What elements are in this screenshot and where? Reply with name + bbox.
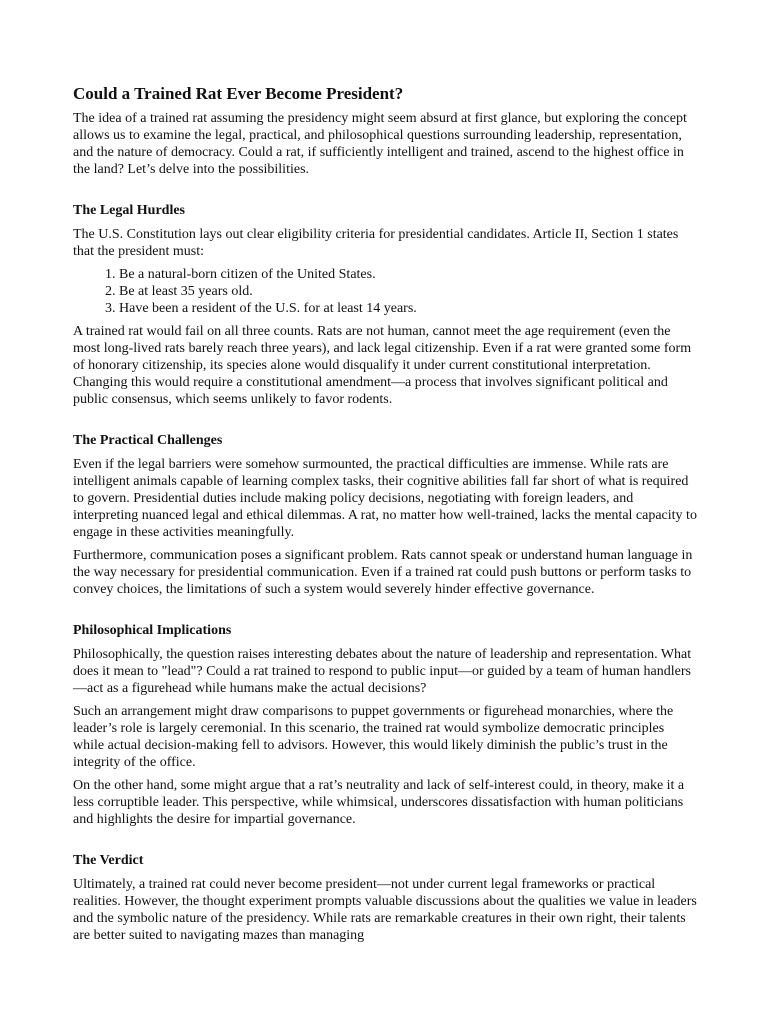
list-item: 2. Be at least 35 years old.	[119, 283, 697, 300]
intro-paragraph: The idea of a trained rat assuming the presidency might seem absurd at first glance, but exploring the concept allows us to examine the legal, practical, and philosophical questions surrounding leadership, representation, and the nature of democracy. Could a rat, if sufficiently intelligent and trained, ascend to the highest office in the land? Let’s delve into the possibilities.	[73, 111, 687, 177]
section-heading-philosophical: Philosophical Implications	[73, 623, 232, 638]
page-title: Could a Trained Rat Ever Become President?	[73, 84, 404, 103]
paragraph: Ultimately, a trained rat could never become president—not under current legal frameworks or practical realities. However, the thought experiment prompts valuable discussions about the qualities we value in leaders and the symbolic nature of the presidency. While rats are remarkable creatures in their own right, their talents are better suited to navigating mazes than managing	[73, 877, 697, 943]
paragraph: On the other hand, some might argue that a rat’s neutrality and lack of self-interest could, in theory, make it a less corruptible leader. This perspective, while whimsical, underscores dissatisfaction with human politicians and highlights the desire for impartial governance.	[73, 778, 685, 827]
paragraph: Philosophically, the question raises interesting debates about the nature of leadership and representation. What does it mean to "lead"? Could a rat trained to respond to public input—or guided by a team of human handlers—act as a figurehead while humans make the actual decisions?	[73, 647, 692, 696]
section-heading-practical: The Practical Challenges	[73, 433, 223, 448]
paragraph: The U.S. Constitution lays out clear eligibility criteria for presidential candidates. Article II, Section 1 states that the president must:	[73, 227, 679, 259]
document-page	[73, 84, 697, 950]
section-heading-legal: The Legal Hurdles	[73, 203, 186, 218]
paragraph: Furthermore, communication poses a significant problem. Rats cannot speak or understand human language in the way necessary for presidential communication. Even if a trained rat could push buttons or perform tasks to convey choices, the limitations of such a system would severely hinder effective governance.	[73, 548, 693, 597]
list-item: 3. Have been a resident of the U.S. for at least 14 years.	[119, 300, 697, 317]
paragraph: A trained rat would fail on all three counts. Rats are not human, cannot meet the age requirement (even the most long-lived rats barely reach three years), and lack legal citizenship. Even if a rat were granted some form of honorary citizenship, its species alone would disqualify it under current constitutional interpretation. Changing this would require a constitutional amendment—a process that involves significant political and public consensus, which seems unlikely to favor rodents.	[73, 324, 692, 407]
list-item: 1. Be a natural-born citizen of the United States.	[119, 266, 697, 283]
eligibility-list	[73, 266, 697, 317]
section-heading-verdict: The Verdict	[73, 853, 144, 868]
paragraph: Even if the legal barriers were somehow surmounted, the practical difficulties are immense. While rats are intelligent animals capable of learning complex tasks, their cognitive abilities fall far short of what is required to govern. Presidential duties include making policy decisions, negotiating with foreign leaders, and interpreting nuanced legal and ethical dilemmas. A rat, no matter how well-trained, lacks the mental capacity to engage in these activities meaningfully.	[73, 457, 697, 540]
paragraph: Such an arrangement might draw comparisons to puppet governments or figurehead monarchies, where the leader’s role is largely ceremonial. In this scenario, the trained rat would symbolize democratic principles while actual decision-making fell to advisors. However, this would likely diminish the public’s trust in the integrity of the office.	[73, 704, 674, 770]
